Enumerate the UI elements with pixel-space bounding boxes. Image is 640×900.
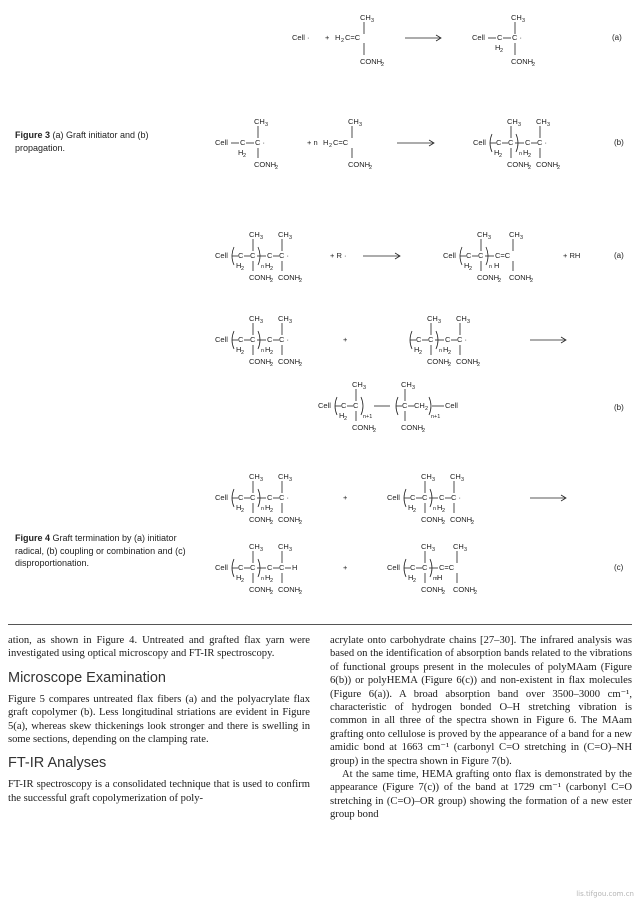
svg-text:3: 3 — [488, 235, 492, 241]
svg-text:C ·: C · — [537, 138, 547, 147]
svg-text:2: 2 — [442, 508, 446, 514]
svg-text:CONH: CONH — [278, 515, 301, 524]
svg-text:n: n — [261, 576, 265, 582]
svg-text:CONH: CONH — [249, 273, 272, 282]
svg-text:H: H — [236, 573, 242, 582]
svg-text:CH: CH — [453, 542, 464, 551]
svg-text:n: n — [519, 151, 523, 157]
svg-text:CH: CH — [249, 542, 260, 551]
svg-text:C ·: C · — [279, 493, 289, 502]
svg-text:2: 2 — [448, 362, 452, 368]
svg-text:2: 2 — [299, 278, 303, 284]
svg-text:CONH: CONH — [509, 273, 532, 282]
svg-text:CONH: CONH — [453, 585, 476, 594]
svg-text:2: 2 — [448, 350, 452, 356]
svg-text:Cell: Cell — [387, 493, 400, 502]
fig4c-reactants — [215, 470, 575, 530]
svg-text:2: 2 — [270, 578, 274, 584]
svg-text:2: 2 — [241, 578, 245, 584]
svg-text:C: C — [238, 251, 244, 260]
svg-text:C: C — [238, 335, 244, 344]
svg-text:C: C — [267, 563, 273, 572]
svg-text:Cell: Cell — [473, 138, 486, 147]
svg-text:C: C — [439, 493, 445, 502]
svg-text:H: H — [236, 345, 242, 354]
svg-text:2: 2 — [299, 362, 303, 368]
svg-text:3: 3 — [289, 477, 293, 483]
svg-text:H: H — [494, 148, 500, 157]
fig3a-reaction — [280, 10, 580, 70]
svg-text:+ n: + n — [307, 138, 318, 147]
figure-divider — [8, 624, 632, 625]
svg-text:H: H — [523, 148, 529, 157]
svg-text:3: 3 — [289, 547, 293, 553]
svg-text:CH: CH — [421, 542, 432, 551]
svg-text:m: m — [433, 576, 438, 582]
svg-text:2: 2 — [270, 278, 274, 284]
svg-text:2: 2 — [422, 428, 426, 434]
svg-text:CH: CH — [249, 314, 260, 323]
svg-text:n: n — [261, 348, 265, 354]
svg-text:CONH: CONH — [511, 57, 534, 66]
svg-text:CONH: CONH — [278, 357, 301, 366]
svg-text:C: C — [353, 401, 359, 410]
svg-text:2: 2 — [469, 266, 473, 272]
svg-text:3: 3 — [260, 235, 264, 241]
svg-text:H: H — [495, 43, 501, 52]
svg-text:2: 2 — [241, 508, 245, 514]
svg-text:H: H — [236, 261, 242, 270]
svg-text:Cell: Cell — [318, 401, 331, 410]
svg-text:n: n — [261, 506, 265, 512]
left-paragraph-2: Figure 5 compares untreated flax fibers (a) and the polyacrylate flax graft copolymer (b). Less longitudinal striations are evident in Figure 5(a), whereas skew thickenings look stronger and there is swelling in some sections, depending on the clamping rate. — [8, 693, 310, 746]
right-paragraph-2: At the same time, HEMA grafting onto flax is demonstrated by the appearance (Figure 7(c)) of the band at 1729 cm⁻¹ (carbonyl C=O stretching in (C=O)–OR group) showing the formation of a new ester group bond — [330, 769, 632, 821]
svg-text:2: 2 — [498, 278, 502, 284]
svg-text:C: C — [250, 335, 256, 344]
svg-text:C: C — [496, 138, 502, 147]
svg-text:2: 2 — [299, 520, 303, 526]
svg-text:2: 2 — [270, 362, 274, 368]
svg-text:2: 2 — [532, 62, 536, 68]
fig4-tag-b: (b) — [614, 403, 624, 412]
svg-text:n: n — [489, 264, 493, 270]
svg-text:+: + — [343, 563, 348, 572]
svg-text:CONH: CONH — [249, 357, 272, 366]
svg-text:C: C — [416, 335, 422, 344]
svg-text:3: 3 — [289, 235, 293, 241]
svg-text:H: H — [335, 33, 341, 42]
svg-text:CONH: CONH — [249, 515, 272, 524]
svg-text:3: 3 — [260, 547, 264, 553]
svg-text:3: 3 — [265, 122, 269, 128]
svg-text:H: H — [494, 261, 500, 270]
svg-text:CH: CH — [360, 13, 371, 22]
svg-text:Cell: Cell — [215, 138, 228, 147]
svg-text:CH: CH — [278, 230, 289, 239]
svg-text:Cell: Cell — [443, 251, 456, 260]
svg-text:CONH: CONH — [278, 585, 301, 594]
watermark: lis.tifgou.com.cn — [576, 890, 634, 898]
svg-text:C=C: C=C — [439, 563, 455, 572]
fig4a-reaction — [215, 228, 615, 290]
svg-text:H: H — [236, 503, 242, 512]
fig4-tag-a: (a) — [614, 251, 624, 260]
svg-text:C ·: C · — [451, 493, 461, 502]
svg-text:CONH: CONH — [477, 273, 500, 282]
svg-text:CH: CH — [536, 117, 547, 126]
svg-text:C: C — [267, 251, 273, 260]
right-column — [330, 634, 632, 822]
svg-text:C: C — [410, 563, 416, 572]
svg-text:CH: CH — [352, 380, 363, 389]
svg-text:C: C — [240, 138, 246, 147]
svg-text:+: + — [325, 33, 330, 42]
svg-text:CONH: CONH — [507, 160, 530, 169]
svg-text:2: 2 — [241, 266, 245, 272]
svg-text:C: C — [267, 493, 273, 502]
svg-text:2: 2 — [299, 590, 303, 596]
svg-text:2: 2 — [425, 406, 429, 412]
svg-text:CONH: CONH — [254, 160, 277, 169]
svg-text:2: 2 — [270, 520, 274, 526]
svg-text:C: C — [445, 335, 451, 344]
svg-text:H: H — [265, 261, 271, 270]
right-paragraph-1: acrylate onto carbohydrate chains [27–30]. The infrared analysis was based on the identification of absorption bands related to the vibrations of functional groups present in the molecules of polyMAam (Figure 6(b)) or polyHEMA (Figure 6(c)) and non-existent in flax molecules (Figure 6(a)). A broad absorption band over 3500–3000 cm⁻¹, characteristic of hydrogen bonded O–H stretching vibration is common in all three of the spectra shown in Figure 6. The MAam grafting onto cellulose is proved by the appearance of a band for a new amidic bond at 1663 cm⁻¹ (carbonyl C=O stretching in (C=O)–NH group) in the spectra shown in Figure 7(b). — [330, 635, 632, 767]
svg-text:2: 2 — [270, 350, 274, 356]
fig3-tag-b: (b) — [614, 138, 624, 147]
svg-text:C: C — [341, 401, 347, 410]
svg-text:H: H — [265, 345, 271, 354]
svg-text:2: 2 — [499, 153, 503, 159]
svg-text:3: 3 — [432, 477, 436, 483]
figure-4-caption: Figure 4 Graft termination by (a) initiator radical, (b) coupling or combination and (c) disproportionation. — [15, 533, 186, 568]
svg-text:CONH: CONH — [421, 585, 444, 594]
svg-text:CH: CH — [507, 117, 518, 126]
svg-text:CONH: CONH — [278, 273, 301, 282]
left-column — [8, 634, 310, 805]
svg-text:CH: CH — [278, 314, 289, 323]
svg-text:CH: CH — [477, 230, 488, 239]
svg-text:CH: CH — [401, 380, 412, 389]
svg-text:CH: CH — [509, 230, 520, 239]
svg-text:3: 3 — [363, 385, 367, 391]
svg-text:H: H — [339, 411, 345, 420]
svg-text:2: 2 — [530, 278, 534, 284]
svg-text:C: C — [422, 493, 428, 502]
svg-text:3: 3 — [371, 18, 375, 24]
svg-text:CH: CH — [427, 314, 438, 323]
svg-text:3: 3 — [289, 319, 293, 325]
fig4b-reactants — [215, 312, 575, 372]
svg-text:CH: CH — [254, 117, 265, 126]
svg-text:C ·: C · — [255, 138, 265, 147]
svg-text:H: H — [238, 148, 244, 157]
fig4c-products — [215, 540, 575, 600]
svg-text:C: C — [267, 335, 273, 344]
svg-text:3: 3 — [522, 18, 526, 24]
svg-text:2: 2 — [413, 578, 417, 584]
svg-text:CH: CH — [450, 472, 461, 481]
svg-text:C: C — [238, 493, 244, 502]
svg-text:C: C — [410, 493, 416, 502]
svg-text:H: H — [292, 563, 298, 572]
svg-text:C: C — [466, 251, 472, 260]
svg-text:3: 3 — [260, 477, 264, 483]
svg-text:2: 2 — [329, 143, 333, 149]
svg-text:C: C — [250, 493, 256, 502]
svg-text:CONH: CONH — [450, 515, 473, 524]
svg-text:3: 3 — [547, 122, 551, 128]
svg-text:2: 2 — [500, 48, 504, 54]
svg-text:+ R ·: + R · — [330, 251, 347, 260]
svg-text:C=C: C=C — [345, 33, 361, 42]
svg-text:CONH: CONH — [360, 57, 383, 66]
svg-text:CH: CH — [348, 117, 359, 126]
svg-text:Cell: Cell — [215, 335, 228, 344]
svg-text:2: 2 — [419, 350, 423, 356]
svg-text:Cell: Cell — [215, 251, 228, 260]
svg-text:Cell: Cell — [445, 401, 458, 410]
svg-text:CH: CH — [456, 314, 467, 323]
svg-text:H: H — [437, 573, 443, 582]
svg-text:CONH: CONH — [348, 160, 371, 169]
svg-text:2: 2 — [270, 508, 274, 514]
svg-text:CH: CH — [511, 13, 522, 22]
svg-text:n: n — [439, 348, 443, 354]
svg-text:+ RH: + RH — [563, 251, 581, 260]
svg-text:C: C — [478, 251, 484, 260]
svg-text:2: 2 — [341, 38, 345, 44]
svg-text:2: 2 — [442, 590, 446, 596]
svg-text:C=C: C=C — [495, 251, 511, 260]
svg-text:3: 3 — [432, 547, 436, 553]
svg-text:C: C — [250, 563, 256, 572]
svg-text:2: 2 — [275, 165, 279, 171]
svg-text:H: H — [437, 503, 443, 512]
svg-text:+: + — [343, 493, 348, 502]
svg-text:CH: CH — [278, 472, 289, 481]
svg-text:CH: CH — [249, 472, 260, 481]
svg-text:CONH: CONH — [536, 160, 559, 169]
svg-text:Cell: Cell — [215, 563, 228, 572]
svg-text:2: 2 — [442, 520, 446, 526]
svg-text:3: 3 — [412, 385, 416, 391]
cell-radical-label: Cell · — [292, 33, 310, 42]
fig4b-product — [318, 378, 518, 438]
svg-text:2: 2 — [528, 165, 532, 171]
svg-text:CONH: CONH — [249, 585, 272, 594]
svg-text:n+1: n+1 — [363, 414, 373, 420]
fig3-tag-a: (a) — [612, 33, 622, 42]
svg-text:2: 2 — [471, 520, 475, 526]
svg-text:C: C — [279, 563, 285, 572]
svg-text:H: H — [443, 345, 449, 354]
svg-text:3: 3 — [438, 319, 442, 325]
svg-text:C: C — [525, 138, 531, 147]
svg-text:3: 3 — [461, 477, 465, 483]
svg-text:3: 3 — [359, 122, 363, 128]
svg-text:3: 3 — [467, 319, 471, 325]
svg-text:2: 2 — [381, 62, 385, 68]
svg-text:2: 2 — [270, 590, 274, 596]
svg-text:n: n — [433, 506, 437, 512]
svg-text:H: H — [464, 261, 470, 270]
svg-text:C: C — [238, 563, 244, 572]
svg-text:2: 2 — [270, 266, 274, 272]
svg-text:C ·: C · — [279, 251, 289, 260]
svg-text:CONH: CONH — [421, 515, 444, 524]
svg-text:C: C — [497, 33, 503, 42]
figure-3-caption: Figure 3 (a) Graft initiator and (b) propagation. — [15, 130, 149, 153]
svg-text:CH: CH — [249, 230, 260, 239]
svg-text:H: H — [414, 345, 420, 354]
svg-text:C: C — [428, 335, 434, 344]
svg-text:C ·: C · — [457, 335, 467, 344]
svg-text:H: H — [265, 573, 271, 582]
svg-text:Cell: Cell — [215, 493, 228, 502]
svg-text:H: H — [408, 503, 414, 512]
svg-text:3: 3 — [260, 319, 264, 325]
svg-text:2: 2 — [528, 153, 532, 159]
svg-text:2: 2 — [344, 416, 348, 422]
left-paragraph-1: ation, as shown in Figure 4. Untreated and grafted flax yarn were investigated using optical microscopy and FT-IR spectroscopy. — [8, 635, 310, 660]
svg-text:H: H — [323, 138, 329, 147]
svg-text:C: C — [422, 563, 428, 572]
svg-text:CH: CH — [278, 542, 289, 551]
svg-text:3: 3 — [464, 547, 468, 553]
svg-text:C: C — [508, 138, 514, 147]
svg-text:CONH: CONH — [401, 423, 424, 432]
svg-text:Cell: Cell — [387, 563, 400, 572]
svg-text:n+1: n+1 — [431, 414, 441, 420]
svg-text:C=C: C=C — [333, 138, 349, 147]
svg-text:CH: CH — [421, 472, 432, 481]
svg-text:3: 3 — [520, 235, 524, 241]
svg-text:C ·: C · — [279, 335, 289, 344]
svg-text:2: 2 — [243, 153, 247, 159]
svg-text:2: 2 — [413, 508, 417, 514]
svg-text:C: C — [402, 401, 408, 410]
svg-text:H: H — [408, 573, 414, 582]
svg-text:n: n — [261, 264, 265, 270]
svg-text:CONH: CONH — [427, 357, 450, 366]
svg-text:Cell: Cell — [472, 33, 485, 42]
left-paragraph-3: FT-IR spectroscopy is a consolidated technique that is used to confirm the successful graft copolymerization of poly- — [8, 779, 310, 804]
ftir-heading: FT-IR Analyses — [8, 755, 107, 772]
svg-text:C: C — [250, 251, 256, 260]
svg-text:2: 2 — [369, 165, 373, 171]
svg-text:2: 2 — [474, 590, 478, 596]
svg-text:2: 2 — [477, 362, 481, 368]
microscope-heading: Microscope Examination — [8, 669, 166, 686]
svg-text:2: 2 — [557, 165, 561, 171]
svg-text:CH: CH — [414, 401, 425, 410]
svg-text:+: + — [343, 335, 348, 344]
fig3b-reaction — [215, 112, 595, 174]
fig4-tag-c: (c) — [614, 563, 624, 572]
svg-text:CONH: CONH — [456, 357, 479, 366]
svg-text:H: H — [265, 503, 271, 512]
svg-text:C ·: C · — [512, 33, 522, 42]
svg-text:3: 3 — [518, 122, 522, 128]
svg-text:2: 2 — [373, 428, 377, 434]
svg-text:2: 2 — [241, 350, 245, 356]
svg-text:CONH: CONH — [352, 423, 375, 432]
